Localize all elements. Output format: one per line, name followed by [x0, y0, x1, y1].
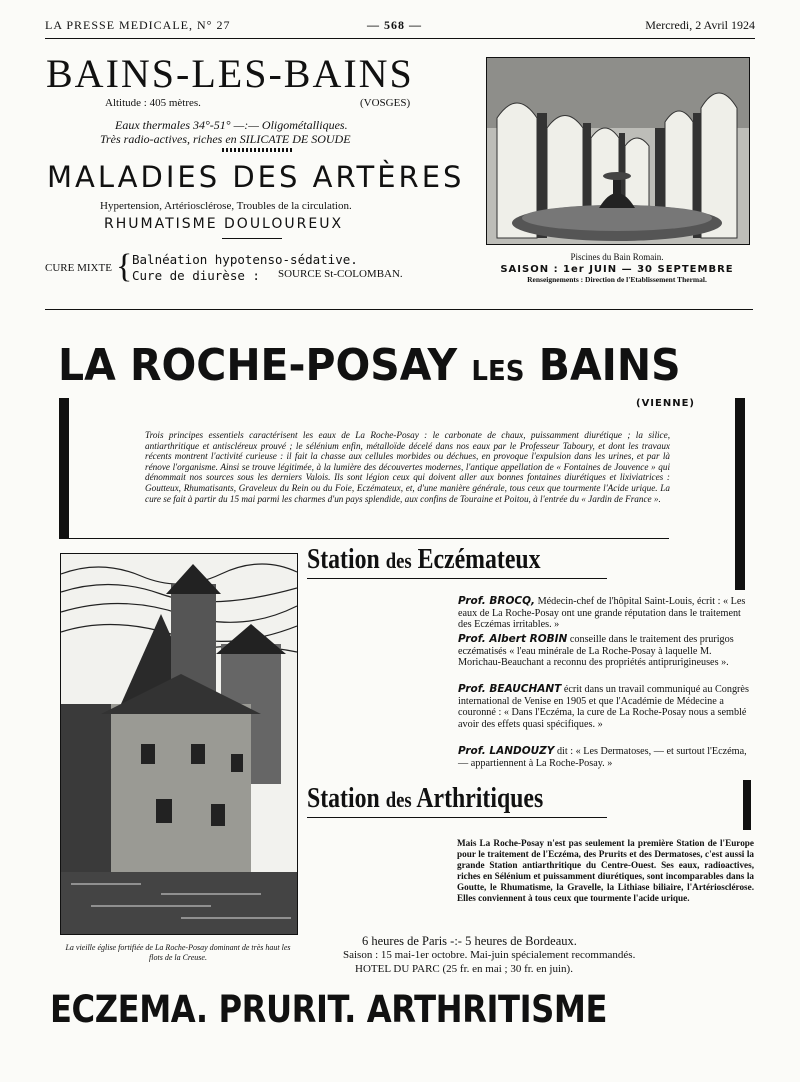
station-arthritiques-heading — [307, 783, 543, 815]
prof-name: Prof. LANDOUZY — [458, 745, 555, 757]
station-arth-a: Station — [307, 783, 380, 814]
station-eczemateux-heading — [307, 544, 541, 576]
bains-radio: Très radio-actives, riches en SILICATE DE SOUDE — [100, 132, 351, 146]
bains-title: BAINS-LES-BAINS — [46, 51, 414, 96]
roche-region: (VIENNE) — [636, 398, 696, 409]
running-header — [45, 14, 755, 38]
photo-caption: Piscines du Bain Romain. — [570, 252, 664, 262]
prof-quote — [458, 634, 753, 669]
bains-altitude: Altitude : 405 mètres. — [105, 97, 201, 109]
balneation-line: Balnéation hypotenso-sédative. — [132, 252, 358, 267]
station-ecz-c: Eczémateux — [417, 544, 541, 575]
roche-title-bains: BAINS — [538, 340, 681, 391]
rhumatisme-heading: RHUMATISME DOULOUREUX — [104, 216, 344, 232]
hotel-info: HOTEL DU PARC (25 fr. en mai ; 30 fr. en juin). — [355, 963, 573, 975]
ornament-rule — [222, 238, 282, 242]
prof-quote — [458, 684, 753, 730]
station-arth-b: des — [385, 787, 412, 812]
arthritiques-text: Mais La Roche-Posay n'est pas seulement la première Station de l'Europe pour le traitement de l'Eczéma, des Prurits et des Dermatoses, c'est aussi la grande Station antiarthritique du Centre-Ouest. Ses eaux, radioactives, riches en Sélénium et puissamment diurétiques, sont incomparables dans la Goutte, le Rhumatisme, la Gravelle, la Lithiase biliaire, l'Artériosclérose. Elles conviennent à tous ceux que tourmente l'acide urique. — [457, 838, 754, 903]
maladies-heading: MALADIES DES ARTÈRES — [47, 160, 465, 194]
prof-text: conseille dans le traitement des prurigos eczématisés « l'eau minérale de La Roche-Posay à laquelle M. Morichau-Beauchant a reconnu des propriétés antiprurigineuses ». — [458, 634, 734, 668]
roche-saison: Saison : 15 mai-1er octobre. Mai-juin spécialement recommandés. — [343, 949, 636, 961]
slogan-banner: ECZEMA. PRURIT. ARTHRITISME — [50, 988, 608, 1031]
prof-text: écrit dans un travail communiqué au Congrès international de Venise en 1905 et que l'Académie de Médecine a couronné : « Dans l'Eczéma, la cure de La Roche-Posay nous a semblé avoir des effets quasi spécifiques. » — [458, 684, 749, 730]
heading-underline — [307, 817, 607, 818]
bains-saison: SAISON : 1er JUIN — 30 SEPTEMBRE — [500, 264, 734, 275]
travel-times: 6 heures de Paris -:- 5 heures de Bordeaux. — [362, 934, 577, 948]
prof-quote — [458, 596, 753, 631]
right-bar-1 — [735, 398, 745, 590]
roche-intro-text: Trois principes essentiels caractérisent les eaux de La Roche-Posay : le carbonate de chaux, puissamment diurétique ; la silice, antiarthritique et antiscléreux prouvé ; le sélénium enfin, métalloïde décelé dans nos eaux par le Professeur Taboury, et dont les travaux récents montrent l'activité curieuse : il fait la chasse aux cellules morbides ou déchues, en provoque l'expulsion dans les urines, et par là rénove l'organisme. Ainsi se trouve légitimée, à la lumière des découvertes modernes, l'antique appellation de « Fontaines de Jouvence » qui dénommait nos sources sous les derniers Valois. Ils sont légion ceux qui doivent aller aux bonnes fontaines diurétiques et lixiviatrices : Goutteux, Rhumatisants, Graveleux du Rein ou du Foie, Eczémateux, et, d'une manière générale, tous ceux que tourmente l'Acide urique. La cure se fait à partir du 15 mai parmi les charmes d'un pays splendide, aux confins de Touraine et Poitou, à l'entrée du « Jardin de France ». — [145, 430, 670, 504]
bain-romain-photo — [486, 57, 750, 245]
cure-mixte-label: CURE MIXTE — [45, 262, 112, 274]
roche-title-main: LA ROCHE-POSAY — [58, 340, 458, 391]
station-arth-c: Arthritiques — [416, 783, 544, 814]
bottom-rule — [59, 538, 669, 539]
source-name: SOURCE St-COLOMBAN. — [278, 268, 403, 280]
journal-name: LA PRESSE MEDICALE, N° 27 — [45, 18, 231, 32]
engraving-caption: La vieille église fortifiée de La Roche-Posay dominant de très haut les flots de la Creuse. — [65, 943, 291, 962]
brace-glyph: { — [116, 248, 133, 285]
right-bar-2 — [743, 780, 751, 830]
left-bar-1 — [59, 398, 69, 538]
station-ecz-b: des — [385, 548, 412, 573]
roche-posay-title — [58, 340, 681, 391]
issue-date: Mercredi, 2 Avril 1924 — [645, 18, 755, 32]
church-engraving — [60, 553, 298, 935]
prof-name: Prof. BROCQ, — [458, 595, 536, 607]
bains-renseignements: Renseignements : Direction de l'Etablissement Thermal. — [527, 275, 707, 284]
section-rule — [45, 309, 753, 310]
prof-name: Prof. BEAUCHANT — [458, 683, 562, 695]
prof-text: dit : « Les Dermatoses, — et surtout l'Eczéma, — appartiennent à La Roche-Posay. » — [458, 746, 747, 769]
station-ecz-a: Station — [307, 544, 380, 575]
heading-underline — [307, 578, 607, 579]
bains-region: (VOSGES) — [360, 97, 411, 109]
roche-title-les: LES — [471, 354, 525, 387]
bains-hypertension: Hypertension, Artériosclérose, Troubles de la circulation. — [100, 200, 352, 212]
bains-eaux: Eaux thermales 34°-51° —:— Oligométalliques. — [115, 118, 348, 132]
dotted-ornament — [222, 148, 294, 152]
header-rule — [45, 38, 755, 39]
prof-quote — [458, 746, 753, 769]
page-number: — 568 — — [367, 18, 422, 32]
prof-text: Médecin-chef de l'hôpital Saint-Louis, écrit : « Les eaux de La Roche-Posay ont une grande réputation dans le traitement des Eczémas irritables. » — [458, 596, 746, 630]
prof-name: Prof. Albert ROBIN — [458, 633, 568, 645]
diurese-line: Cure de diurèse : — [132, 268, 260, 283]
